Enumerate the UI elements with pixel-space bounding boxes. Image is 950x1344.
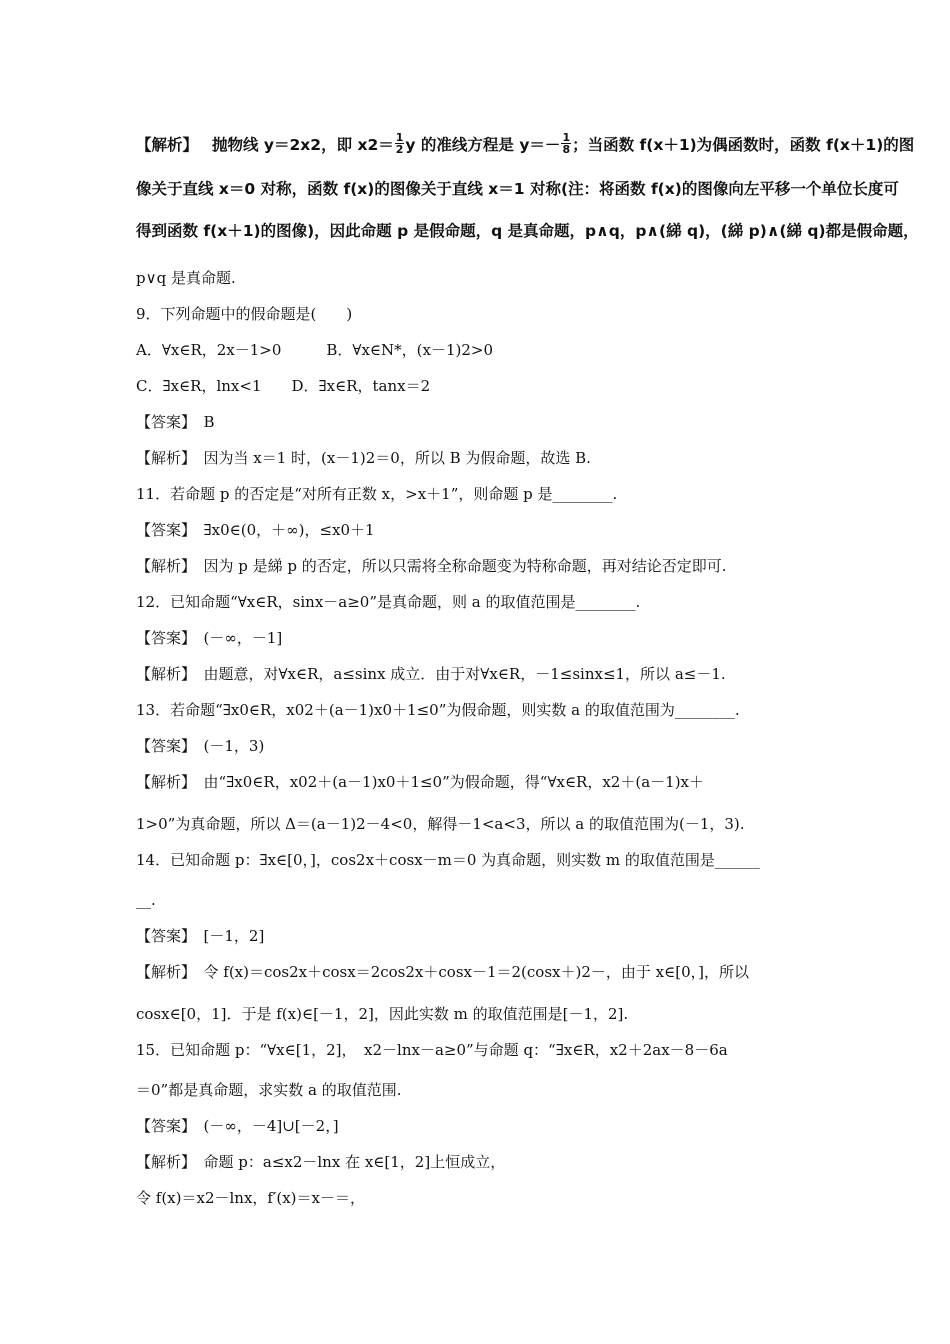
text-line: 【答案】 ∃x0∈(0，＋∞)，≤x0＋1 [136,521,375,539]
text-line: 【解析】 因为当 x＝1 时，(x－1)2＝0，所以 B 为假命题，故选 B. [136,449,591,467]
text-line: 【解析】 因为 p 是綈 p 的否定，所以只需将全称命题变为特称命题，再对结论否定即可. [136,557,727,575]
intro-line-3: 得到函数 f(x＋1)的图像)，因此命题 p 是假命题，q 是真命题，p∧q，p∧(綈 q)，(綈 p)∧(綈 q)都是假命题， [136,222,919,240]
text-line: 12．已知命题“∀x∈R，sinx－a≥0”是真命题，则 a 的取值范围是________. [136,593,641,611]
text-line: 15．已知命题 p：“∀x∈[1，2]， x2－lnx－a≥0”与命题 q：“∃x∈R，x2＋2ax－8－6a [136,1041,728,1059]
analysis-label: 【解析】 [136,136,199,154]
text-line: __. [136,891,156,909]
intro-line-1: 【解析】 抛物线 y＝2x2，即 x2＝ $\frac{1}{2}$ y 的准线方程是 y＝－ $\frac{1}{8}$ ；当函数 f(x＋1)为偶函数时，函数 f(x＋1)的图 [136,131,915,156]
text-line: 【解析】 令 f(x)＝cos2x＋cosx＝2cos2x＋cosx－1＝2(cosx＋)2－，由于 x∈[0，]，所以 [136,963,749,981]
text-line: 【答案】 [－1，2] [136,927,265,945]
intro-line-2: 像关于直线 x＝0 对称，函数 f(x)的图像关于直线 x＝1 对称(注：将函数 f(x)的图像向左平移一个单位长度可 [136,180,899,198]
text-line: 【答案】 (－∞，－1] [136,629,283,647]
text-line: ＝0”都是真命题，求实数 a 的取值范围. [136,1081,402,1099]
text-line: C．∃x∈R，lnx<1 D．∃x∈R，tanx＝2 [136,377,431,395]
text-line: 令 f(x)＝x2－lnx，f′(x)＝x－＝， [136,1189,365,1207]
text-line: 【答案】 B [136,413,215,431]
text-line: 【解析】 由“∃x0∈R，x02＋(a－1)x0＋1≤0”为假命题，得“∀x∈R，x2＋(a－1)x＋ [136,773,705,791]
text-line: 【答案】 (－1，3) [136,737,265,755]
fraction-one-half: $\frac{1}{2}$ [395,131,404,156]
text-line: cosx∈[0，1]．于是 f(x)∈[－1，2]，因此实数 m 的取值范围是[－1，2]. [136,1005,629,1023]
text-line: 14．已知命题 p：∃x∈[0，]，cos2x＋cosx－m＝0 为真命题，则实数 m 的取值范围是______ [136,851,760,869]
text-line: 1>0”为真命题，所以 Δ＝(a－1)2－4<0，解得－1<a<3，所以 a 的取值范围为(－1，3). [136,815,745,833]
intro-line-4: p∨q 是真命题. [136,269,236,287]
text-line: 【解析】 命题 p：a≤x2－lnx 在 x∈[1，2]上恒成立， [136,1153,506,1171]
text-line: 【答案】 (－∞，－4]∪[－2，] [136,1117,339,1135]
text-line: 9．下列命题中的假命题是( ) [136,305,353,323]
text-line: 11．若命题 p 的否定是“对所有正数 x，>x＋1”，则命题 p 是________. [136,485,618,503]
text-line: 【解析】 由题意，对∀x∈R，a≤sinx 成立．由于对∀x∈R，－1≤sinx≤1，所以 a≤－1. [136,665,726,683]
fraction-one-eighth: $\frac{1}{8}$ [562,131,571,156]
text-line: A．∀x∈R，2x－1>0 B．∀x∈N*，(x－1)2>0 [136,341,494,359]
text-line: 13．若命题“∃x0∈R，x02＋(a－1)x0＋1≤0”为假命题，则实数 a 的取值范围为________. [136,701,740,719]
